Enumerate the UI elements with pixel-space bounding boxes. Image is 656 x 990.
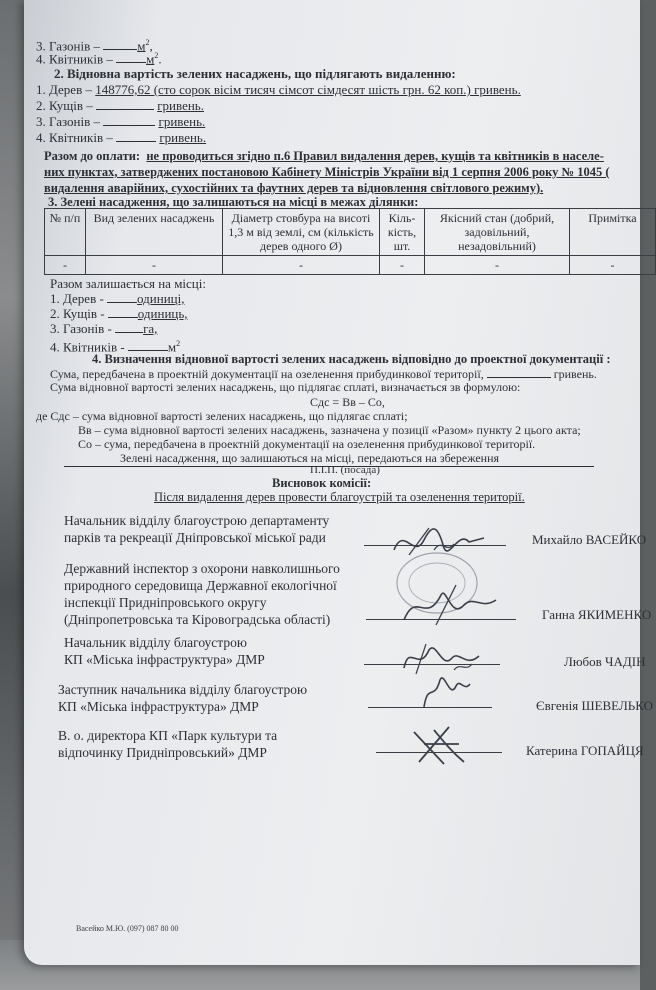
transfer-line: Зелені насадження, що залишаються на місці, передаються на збереження xyxy=(64,451,594,467)
section2-heading: 2. Відновна вартість зелених насаджень, що підлягають видаленню: xyxy=(54,66,456,81)
total-line-2: них пунктах, затверджених постановою Кабінету Міністрів України від 1 серпня 2006 року № 1045 ( xyxy=(44,165,610,179)
remaining-shrubs: 2. Кущів - одиниць, xyxy=(50,306,188,321)
trees-cost-line: 1. Дерев – 148776,62 (сто сорок вісім тисяч сімсот сімдесят шість грн. 62 коп.) гривень. xyxy=(36,82,521,97)
table-cell: - xyxy=(223,256,380,275)
signatory-5-title: В. о. директора КП «Парк культури та відпочинку Придніпровський» ДМР xyxy=(58,728,278,760)
shrubs-cost-line: 2. Кущів – гривень. xyxy=(36,98,204,113)
total-line-1: Разом до оплати: не проводиться згідно п.6 Правил видалення дерев, кущів та квітників в населе- xyxy=(44,149,604,163)
signatory-3-name: Любов ЧАДІН xyxy=(564,654,646,669)
signatory-1-name: Михайло ВАСЕЙКО xyxy=(532,532,647,547)
flowerbeds-area-line: 4. Квітників – $м^2$. xyxy=(36,51,162,67)
table-cell: - xyxy=(425,256,570,275)
formula-vv: Вв – сума відновної вартості зелених насаджень, зазначена у позиції «Разом» пункту 2 цього акта; xyxy=(78,423,581,437)
section4-heading: 4. Визначення відновної вартості зелених насаджень відповідно до проектної документації : xyxy=(92,352,611,366)
col-condition: Якісний стан (добрий, задовільний, незадовільний) xyxy=(425,209,570,256)
col-quantity: Кіль-кість, шт. xyxy=(380,209,425,256)
lawns-area-line: 3. Газонів – $м^2$, xyxy=(36,38,153,54)
signature-5-handwritten xyxy=(404,722,474,772)
formula-intro: Сума відновної вартості зелених насаджень, що підлягає сплаті, визначається зв формулою: xyxy=(50,380,521,394)
document-page xyxy=(24,0,653,965)
signature-4-handwritten xyxy=(416,672,476,712)
lawns-cost-line: 3. Газонів – гривень. xyxy=(36,114,206,129)
pib-caption: П.І.П. (посада) xyxy=(310,464,380,476)
signatory-2-title: Державний інспектор з охорони навколишнього природного середовища Державної екологічної інспекції Придніпровського округу (Дніпропетровська та Кіровоградська області) xyxy=(64,561,340,627)
conclusion-text: Після видалення дерев провести благоустрій та озеленення території. xyxy=(154,490,525,504)
formula: Сдс = Вв – Со, xyxy=(310,395,385,409)
remaining-trees: 1. Дерев - одиниці, xyxy=(50,291,185,306)
flowerbeds-cost-line: 4. Квітників – гривень. xyxy=(36,130,207,145)
project-sum-line: Сума, передбачена в проектній документації на озеленення прибудинкової території, гривень. xyxy=(50,367,597,381)
remaining-flowerbeds: 4. Квітників - $м^2$ xyxy=(50,339,181,355)
formula-co: Со – сума, передбачена в проектній документації на озеленення прибудинкової території. xyxy=(78,437,536,451)
signatory-1-title: Начальник відділу благоустрою департаменту парків та рекреації Дніпровської міської ради xyxy=(64,513,330,545)
table-cell: - xyxy=(380,256,425,275)
col-type: Вид зелених насаджень xyxy=(86,209,223,256)
total-line-3: видалення аварійних, сухостійних та фаутних дерев та відновлення світлового режиму). xyxy=(44,181,544,195)
signatory-2-name: Ганна ЯКИМЕНКО xyxy=(542,607,652,622)
signature-2-handwritten xyxy=(396,580,506,630)
signatory-4-title: Заступник начальника відділу благоустрою КП «Міська інфраструктура» ДМР xyxy=(58,682,308,714)
col-number: № п/п xyxy=(45,209,86,256)
table-cell: - xyxy=(45,256,86,275)
remaining-greenery-table xyxy=(44,208,656,275)
table-cell: - xyxy=(86,256,223,275)
section3-heading: 3. Зелені насадження, що залишаються на місці в межах ділянки: xyxy=(48,195,419,209)
remaining-lawns: 3. Газонів - га, xyxy=(50,321,158,336)
table-cell: - xyxy=(570,256,656,275)
table-row xyxy=(45,256,656,275)
formula-where: де Сдс – сума відновної вартості зелених насаджень, що підлягає сплаті; xyxy=(36,409,408,423)
signatory-3-title: Начальник відділу благоустрою КП «Міська інфраструктура» ДМР xyxy=(64,635,265,667)
signatory-5-name: Катерина ГОПАЙЦЯ xyxy=(526,743,644,758)
footer-contact: Васейко М.Ю. (097) 087 80 00 xyxy=(76,924,179,933)
col-diameter: Діаметр стовбура на висоті 1,3 м від землі, см (кількість дерев одного Ø) xyxy=(223,209,380,256)
remaining-heading: Разом залишається на місці: xyxy=(50,276,206,291)
signatory-4-name: Євгенія ШЕВЕЛЬКО xyxy=(536,698,653,713)
conclusion-heading: Висновок комісії: xyxy=(272,476,372,490)
table-header-row xyxy=(45,209,656,256)
col-note: Примітка xyxy=(570,209,656,256)
